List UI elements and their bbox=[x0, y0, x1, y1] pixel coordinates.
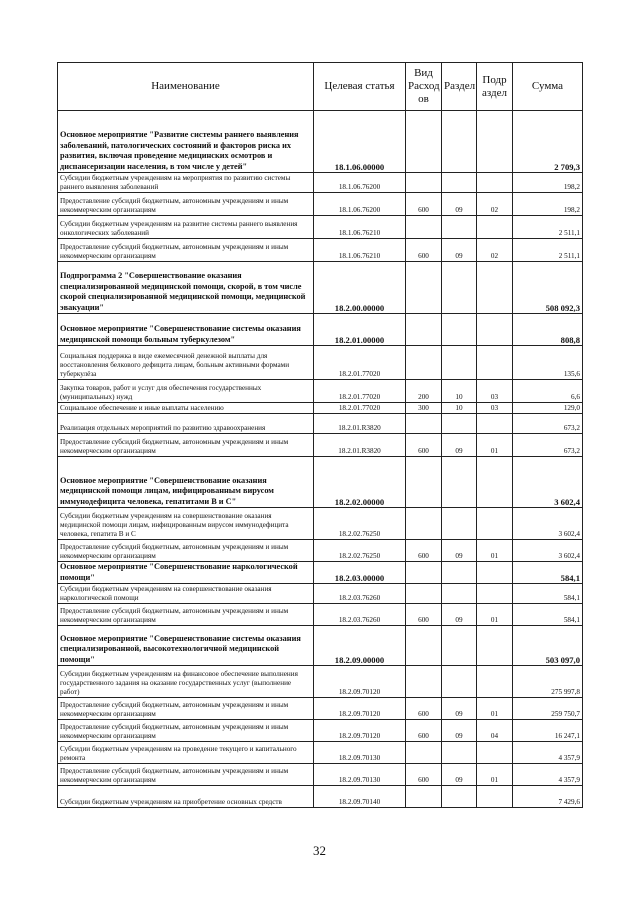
row-subsection: 03 bbox=[477, 380, 513, 403]
row-target-article: 18.2.09.00000 bbox=[314, 626, 406, 666]
row-amount: 4 357,9 bbox=[513, 742, 583, 764]
row-amount: 6,6 bbox=[513, 380, 583, 403]
row-name: Предоставление субсидий бюджетным, автономным учреждениям и иным некоммерческим организациям bbox=[58, 720, 314, 742]
row-target-article: 18.2.01.77020 bbox=[314, 346, 406, 380]
row-subsection bbox=[477, 584, 513, 604]
row-section: 09 bbox=[442, 720, 477, 742]
row-name: Предоставление субсидий бюджетным, автономным учреждениям и иным некоммерческим организациям bbox=[58, 239, 314, 262]
row-amount: 4 357,9 bbox=[513, 764, 583, 786]
row-subsection: 03 bbox=[477, 403, 513, 414]
table-row bbox=[58, 346, 583, 380]
row-amount: 198,2 bbox=[513, 193, 583, 216]
table-row bbox=[58, 626, 583, 666]
table-row bbox=[58, 584, 583, 604]
row-name: Социальная поддержка в виде ежемесячной денежной выплаты для восстановления белкового дефицита лицам, больным активными формами туберкулёза bbox=[58, 346, 314, 380]
row-section: 10 bbox=[442, 380, 477, 403]
row-name: Основное мероприятие "Совершенствование наркологической помощи" bbox=[58, 562, 314, 584]
row-target-article: 18.1.06.76210 bbox=[314, 239, 406, 262]
row-name: Основное мероприятие "Совершенствование системы оказания специализированной, высокотехнологичной медицинской помощи" bbox=[58, 626, 314, 666]
row-target-article: 18.2.01.77020 bbox=[314, 403, 406, 414]
table-row bbox=[58, 508, 583, 540]
table-row bbox=[58, 786, 583, 808]
row-section bbox=[442, 414, 477, 434]
row-target-article: 18.2.01.R3820 bbox=[314, 414, 406, 434]
table-row bbox=[58, 239, 583, 262]
table-row bbox=[58, 403, 583, 414]
row-subsection bbox=[477, 262, 513, 314]
row-section: 09 bbox=[442, 604, 477, 626]
row-target-article: 18.2.09.70140 bbox=[314, 786, 406, 808]
row-name: Основное мероприятие "Развитие системы раннего выявления заболеваний, патологических состояний и факторов риска их развития, включая проведение медицинских осмотров и диспансеризации населения, в том числе у детей" bbox=[58, 111, 314, 173]
row-name: Предоставление субсидий бюджетным, автономным учреждениям и иным некоммерческим организациям bbox=[58, 764, 314, 786]
row-amount: 275 997,8 bbox=[513, 666, 583, 698]
row-target-article: 18.2.01.00000 bbox=[314, 314, 406, 346]
row-subsection: 04 bbox=[477, 720, 513, 742]
header-name: Наименование bbox=[58, 63, 314, 111]
row-name: Субсидии бюджетным учреждениям на развитие системы раннего выявления онкологических заболеваний bbox=[58, 216, 314, 239]
row-expense-type: 600 bbox=[406, 604, 442, 626]
row-amount: 198,2 bbox=[513, 173, 583, 193]
row-expense-type bbox=[406, 666, 442, 698]
row-amount: 3 602,4 bbox=[513, 457, 583, 508]
row-subsection bbox=[477, 314, 513, 346]
row-target-article: 18.2.00.00000 bbox=[314, 262, 406, 314]
row-subsection bbox=[477, 562, 513, 584]
table-row bbox=[58, 720, 583, 742]
table-row bbox=[58, 111, 583, 173]
row-expense-type bbox=[406, 173, 442, 193]
row-expense-type: 200 bbox=[406, 380, 442, 403]
row-subsection: 02 bbox=[477, 239, 513, 262]
row-section bbox=[442, 562, 477, 584]
row-amount: 673,2 bbox=[513, 414, 583, 434]
row-expense-type: 600 bbox=[406, 698, 442, 720]
row-section: 10 bbox=[442, 403, 477, 414]
row-name: Предоставление субсидий бюджетным, автономным учреждениям и иным некоммерческим организациям bbox=[58, 698, 314, 720]
table-row bbox=[58, 173, 583, 193]
row-name: Предоставление субсидий бюджетным, автономным учреждениям и иным некоммерческим организациям bbox=[58, 434, 314, 457]
row-target-article: 18.2.01.R3820 bbox=[314, 434, 406, 457]
row-amount: 673,2 bbox=[513, 434, 583, 457]
row-section bbox=[442, 173, 477, 193]
row-subsection: 01 bbox=[477, 540, 513, 562]
row-expense-type bbox=[406, 262, 442, 314]
row-amount: 16 247,1 bbox=[513, 720, 583, 742]
table-row bbox=[58, 764, 583, 786]
row-amount: 2 709,3 bbox=[513, 111, 583, 173]
row-name: Предоставление субсидий бюджетным, автономным учреждениям и иным некоммерческим организациям bbox=[58, 193, 314, 216]
row-subsection: 01 bbox=[477, 604, 513, 626]
row-section bbox=[442, 111, 477, 173]
row-expense-type: 600 bbox=[406, 239, 442, 262]
table-row bbox=[58, 216, 583, 239]
row-expense-type bbox=[406, 346, 442, 380]
table-row bbox=[58, 457, 583, 508]
row-section bbox=[442, 584, 477, 604]
row-section bbox=[442, 346, 477, 380]
row-section bbox=[442, 786, 477, 808]
row-expense-type bbox=[406, 111, 442, 173]
row-expense-type: 600 bbox=[406, 764, 442, 786]
row-expense-type: 300 bbox=[406, 403, 442, 414]
row-expense-type bbox=[406, 414, 442, 434]
row-amount: 2 511,1 bbox=[513, 216, 583, 239]
row-target-article: 18.2.02.00000 bbox=[314, 457, 406, 508]
row-name: Основное мероприятие "Совершенствование оказания медицинской помощи лицам, инфицированным вирусом иммунодефицита человека, гепатитами В и С" bbox=[58, 457, 314, 508]
row-name: Субсидии бюджетным учреждениям на совершенствование оказания наркологической помощи bbox=[58, 584, 314, 604]
row-section bbox=[442, 216, 477, 239]
row-subsection bbox=[477, 173, 513, 193]
table-row bbox=[58, 562, 583, 584]
row-subsection bbox=[477, 346, 513, 380]
row-subsection bbox=[477, 508, 513, 540]
row-expense-type bbox=[406, 314, 442, 346]
table-row bbox=[58, 262, 583, 314]
row-subsection bbox=[477, 457, 513, 508]
row-target-article: 18.2.03.00000 bbox=[314, 562, 406, 584]
row-target-article: 18.2.01.77020 bbox=[314, 380, 406, 403]
row-subsection bbox=[477, 666, 513, 698]
row-amount: 584,1 bbox=[513, 584, 583, 604]
row-target-article: 18.2.09.70120 bbox=[314, 698, 406, 720]
row-expense-type: 600 bbox=[406, 434, 442, 457]
table-row bbox=[58, 434, 583, 457]
row-target-article: 18.1.06.00000 bbox=[314, 111, 406, 173]
table-row bbox=[58, 380, 583, 403]
row-section bbox=[442, 314, 477, 346]
row-amount: 3 602,4 bbox=[513, 540, 583, 562]
row-subsection: 01 bbox=[477, 698, 513, 720]
row-name: Субсидии бюджетным учреждениям на совершенствование оказания медицинской помощи лицам, инфицированным вирусом иммунодефицита человека, гепатита В и С bbox=[58, 508, 314, 540]
row-target-article: 18.2.03.76260 bbox=[314, 584, 406, 604]
row-subsection bbox=[477, 786, 513, 808]
row-subsection bbox=[477, 216, 513, 239]
row-expense-type bbox=[406, 786, 442, 808]
row-subsection bbox=[477, 742, 513, 764]
row-amount: 7 429,6 bbox=[513, 786, 583, 808]
header-amount: Сумма bbox=[513, 63, 583, 111]
row-amount: 584,1 bbox=[513, 562, 583, 584]
row-section: 09 bbox=[442, 239, 477, 262]
row-expense-type bbox=[406, 626, 442, 666]
row-name: Основное мероприятие "Совершенствование системы оказания медицинской помощи больным туберкулезом" bbox=[58, 314, 314, 346]
table-row bbox=[58, 314, 583, 346]
row-expense-type bbox=[406, 508, 442, 540]
row-target-article: 18.2.03.76260 bbox=[314, 604, 406, 626]
row-target-article: 18.2.09.70120 bbox=[314, 666, 406, 698]
row-section bbox=[442, 666, 477, 698]
row-expense-type: 600 bbox=[406, 540, 442, 562]
row-target-article: 18.1.06.76210 bbox=[314, 216, 406, 239]
row-name: Подпрограмма 2 "Совершенствование оказания специализированной медицинской помощи, скорой, в том числе скорой специализированной медицинской помощи, медицинской эвакуации" bbox=[58, 262, 314, 314]
row-name: Субсидии бюджетным учреждениям на мероприятия по развитию системы раннего выявления заболеваний bbox=[58, 173, 314, 193]
table-body bbox=[58, 111, 583, 808]
row-subsection bbox=[477, 414, 513, 434]
row-expense-type bbox=[406, 216, 442, 239]
row-expense-type bbox=[406, 562, 442, 584]
row-expense-type bbox=[406, 584, 442, 604]
row-amount: 584,1 bbox=[513, 604, 583, 626]
row-section: 09 bbox=[442, 764, 477, 786]
row-amount: 135,6 bbox=[513, 346, 583, 380]
row-name: Предоставление субсидий бюджетным, автономным учреждениям и иным некоммерческим организациям bbox=[58, 604, 314, 626]
row-name: Реализация отдельных мероприятий по развитию здравоохранения bbox=[58, 414, 314, 434]
header-subsection: Подр аздел bbox=[477, 63, 513, 111]
row-amount: 3 602,4 bbox=[513, 508, 583, 540]
row-amount: 259 750,7 bbox=[513, 698, 583, 720]
row-subsection bbox=[477, 111, 513, 173]
row-amount: 2 511,1 bbox=[513, 239, 583, 262]
table-row bbox=[58, 604, 583, 626]
row-section: 09 bbox=[442, 434, 477, 457]
row-target-article: 18.1.06.76200 bbox=[314, 173, 406, 193]
header-section: Раздел bbox=[442, 63, 477, 111]
table-row bbox=[58, 540, 583, 562]
header-expense-type: Вид Расход ов bbox=[406, 63, 442, 111]
row-expense-type bbox=[406, 742, 442, 764]
row-section: 09 bbox=[442, 698, 477, 720]
row-expense-type: 600 bbox=[406, 720, 442, 742]
table-row bbox=[58, 666, 583, 698]
row-subsection: 01 bbox=[477, 434, 513, 457]
row-section bbox=[442, 457, 477, 508]
row-target-article: 18.2.09.70130 bbox=[314, 742, 406, 764]
row-section bbox=[442, 742, 477, 764]
table-row bbox=[58, 414, 583, 434]
row-amount: 508 092,3 bbox=[513, 262, 583, 314]
page-number: 32 bbox=[313, 843, 326, 858]
row-amount: 129,0 bbox=[513, 403, 583, 414]
row-target-article: 18.2.02.76250 bbox=[314, 508, 406, 540]
row-amount: 503 097,0 bbox=[513, 626, 583, 666]
row-name: Субсидии бюджетным учреждениям на финансовое обеспечение выполнения государственного задания на оказание государственных услуг (выполнение работ) bbox=[58, 666, 314, 698]
row-name: Субсидии бюджетным учреждениям на проведение текущего и капитального ремонта bbox=[58, 742, 314, 764]
row-name: Субсидии бюджетным учреждениям на приобретение основных средств bbox=[58, 786, 314, 808]
row-target-article: 18.1.06.76200 bbox=[314, 193, 406, 216]
row-section: 09 bbox=[442, 193, 477, 216]
table-row bbox=[58, 193, 583, 216]
row-subsection: 01 bbox=[477, 764, 513, 786]
row-target-article: 18.2.09.70120 bbox=[314, 720, 406, 742]
row-name: Закупка товаров, работ и услуг для обеспечения государственных (муниципальных) нужд bbox=[58, 380, 314, 403]
row-subsection bbox=[477, 626, 513, 666]
table-row bbox=[58, 742, 583, 764]
table-header-row bbox=[58, 63, 583, 111]
row-target-article: 18.2.02.76250 bbox=[314, 540, 406, 562]
table-row bbox=[58, 698, 583, 720]
row-expense-type: 600 bbox=[406, 193, 442, 216]
row-section bbox=[442, 508, 477, 540]
row-name: Социальное обеспечение и иные выплаты населению bbox=[58, 403, 314, 414]
row-name: Предоставление субсидий бюджетным, автономным учреждениям и иным некоммерческим организациям bbox=[58, 540, 314, 562]
row-subsection: 02 bbox=[477, 193, 513, 216]
row-section: 09 bbox=[442, 540, 477, 562]
row-section bbox=[442, 262, 477, 314]
row-target-article: 18.2.09.70130 bbox=[314, 764, 406, 786]
budget-table bbox=[57, 62, 583, 808]
row-section bbox=[442, 626, 477, 666]
row-expense-type bbox=[406, 457, 442, 508]
header-target-article: Целевая статья bbox=[314, 63, 406, 111]
row-amount: 808,8 bbox=[513, 314, 583, 346]
